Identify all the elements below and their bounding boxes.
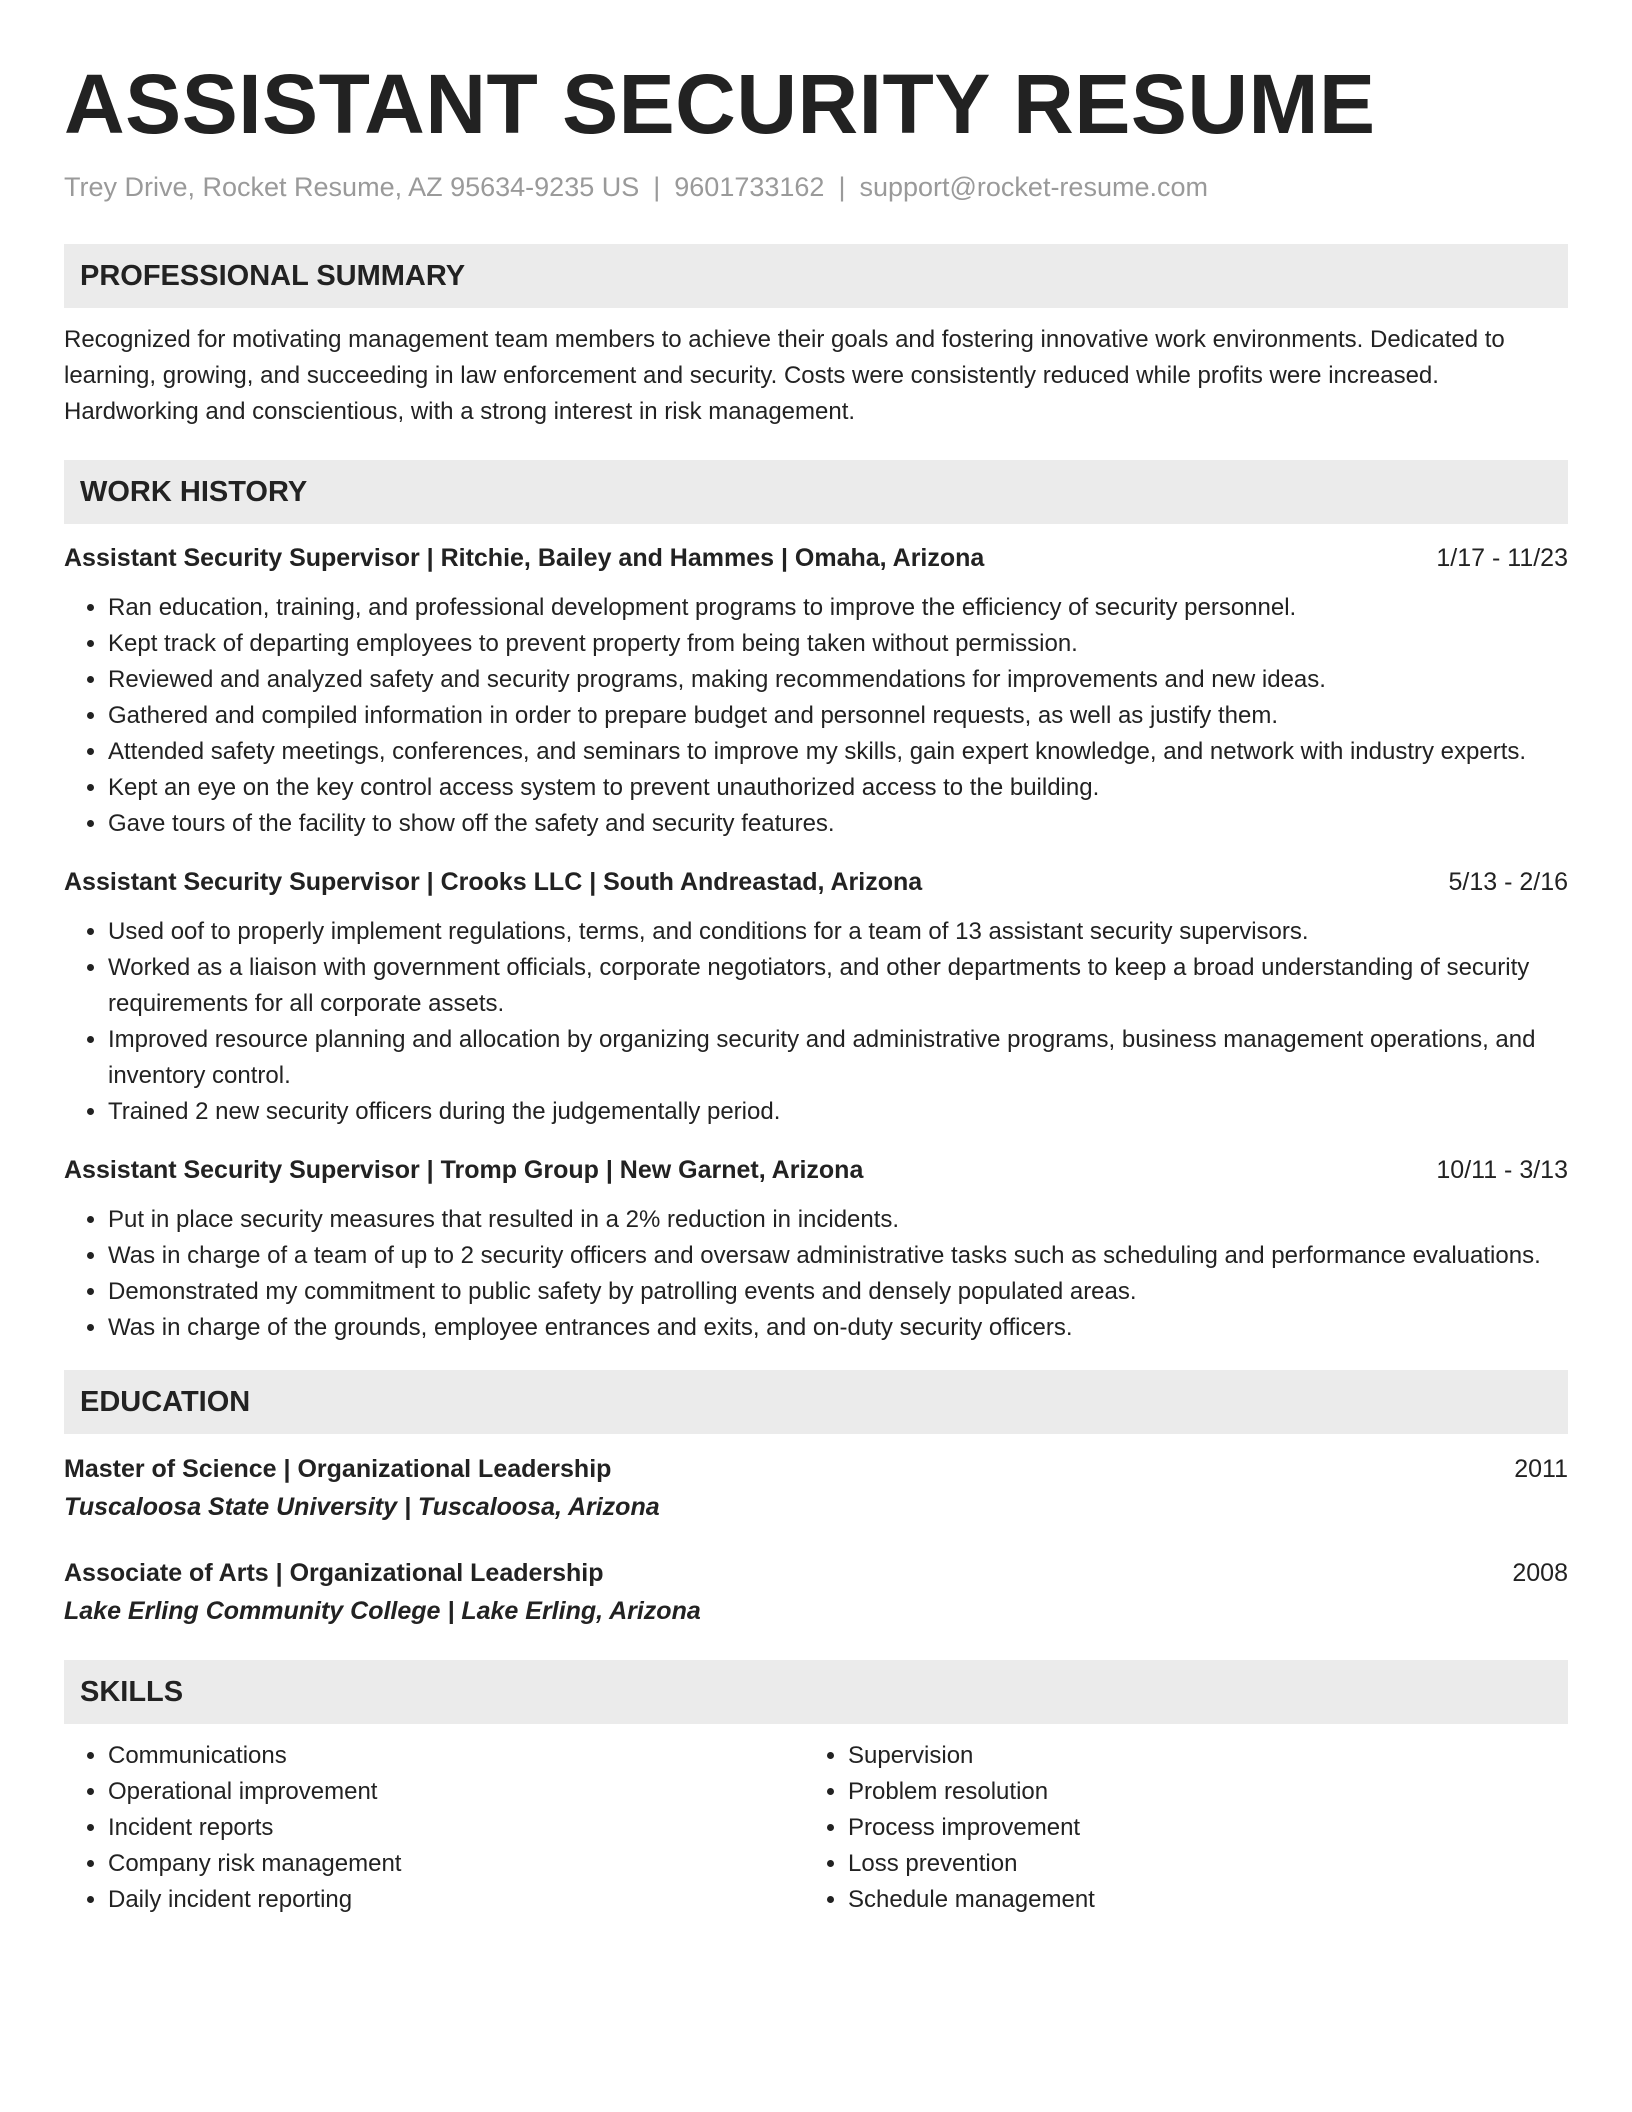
job-dates: 5/13 - 2/16 (1448, 868, 1568, 896)
education-header (64, 1554, 1568, 1592)
job-bullet: • Attended safety meetings, conferences, and seminars to improve my skills, gain expert knowledge, and network with industry experts. (108, 734, 1568, 770)
education-school: Tuscaloosa State University | Tuscaloosa, Arizona (64, 1493, 660, 1521)
contact-address: Trey Drive, Rocket Resume, AZ 95634-9235 US (64, 172, 640, 202)
job-bullet: • Was in charge of the grounds, employee entrances and exits, and on-duty security officers. (108, 1310, 1568, 1346)
job-bullet: • Improved resource planning and allocation by organizing security and administrative programs, business management operations, and inventory control. (108, 1022, 1568, 1094)
job-header (64, 1152, 1568, 1188)
job-header (64, 540, 1568, 576)
contact-line (64, 170, 1568, 204)
job-title: Assistant Security Supervisor | Tromp Group | New Garnet, Arizona (64, 1156, 864, 1184)
job-bullet: • Gave tours of the facility to show off the safety and security features. (108, 806, 1568, 842)
resume-title: ASSISTANT SECURITY RESUME (64, 57, 1376, 151)
contact-email: support@rocket-resume.com (859, 172, 1208, 202)
job-bullets (64, 914, 1568, 1130)
job-dates: 1/17 - 11/23 (1436, 544, 1568, 572)
education-degree: Master of Science | Organizational Leadership (64, 1455, 612, 1483)
education-school: Lake Erling Community College | Lake Erling, Arizona (64, 1597, 701, 1625)
skill-item: • Loss prevention (848, 1846, 1544, 1882)
job-entry (64, 864, 1568, 1130)
section-heading-education: EDUCATION (64, 1370, 1568, 1434)
job-title: Assistant Security Supervisor | Ritchie, Bailey and Hammes | Omaha, Arizona (64, 544, 985, 572)
skill-item: • Schedule management (848, 1882, 1544, 1918)
summary-text: Recognized for motivating management team members to achieve their goals and fostering innovative work environments. Dedicated to learning, growing, and succeeding in law enforcement and security. Costs were consistently reduced while profits were increased. Hardworking and conscientious, with a strong interest in risk management. (64, 326, 1505, 425)
job-bullets (64, 590, 1568, 842)
skill-item: • Communications (108, 1738, 804, 1774)
section-heading-work-history: WORK HISTORY (64, 460, 1568, 524)
job-bullet: • Kept an eye on the key control access system to prevent unauthorized access to the building. (108, 770, 1568, 806)
job-bullet: • Gathered and compiled information in order to prepare budget and personnel requests, as well as justify them. (108, 698, 1568, 734)
education-year: 2011 (1514, 1455, 1568, 1483)
job-bullet: • Was in charge of a team of up to 2 security officers and oversaw administrative tasks such as scheduling and performance evaluations. (108, 1238, 1568, 1274)
education-year: 2008 (1512, 1559, 1568, 1587)
job-title: Assistant Security Supervisor | Crooks LLC | South Andreastad, Arizona (64, 868, 923, 896)
job-entry (64, 1152, 1568, 1346)
education-entry (64, 1554, 1568, 1630)
education-entry (64, 1450, 1568, 1526)
job-bullet: • Put in place security measures that resulted in a 2% reduction in incidents. (108, 1202, 1568, 1238)
skills-column-left (64, 1738, 804, 1918)
skill-item: • Company risk management (108, 1846, 804, 1882)
skill-item: • Supervision (848, 1738, 1544, 1774)
skill-item: • Incident reports (108, 1810, 804, 1846)
job-bullet: • Kept track of departing employees to prevent property from being taken without permission. (108, 626, 1568, 662)
job-bullet: • Demonstrated my commitment to public safety by patrolling events and densely populated areas. (108, 1274, 1568, 1310)
skill-item: • Operational improvement (108, 1774, 804, 1810)
section-heading-skills: SKILLS (64, 1660, 1568, 1724)
job-entry (64, 540, 1568, 842)
skill-item: • Problem resolution (848, 1774, 1544, 1810)
skills-list (64, 1738, 1568, 1918)
skills-column-right (804, 1738, 1544, 1918)
section-heading-summary: PROFESSIONAL SUMMARY (64, 244, 1568, 308)
job-bullet: • Trained 2 new security officers during the judgementally period. (108, 1094, 1568, 1130)
job-bullet: • Worked as a liaison with government officials, corporate negotiators, and other departments to keep a broad understanding of security requirements for all corporate assets. (108, 950, 1568, 1022)
education-header (64, 1450, 1568, 1488)
contact-phone: 9601733162 (674, 172, 825, 202)
education-degree: Associate of Arts | Organizational Leadership (64, 1559, 604, 1587)
job-bullet: • Reviewed and analyzed safety and security programs, making recommendations for improvements and new ideas. (108, 662, 1568, 698)
job-bullets (64, 1202, 1568, 1346)
job-bullet: • Used oof to properly implement regulations, terms, and conditions for a team of 13 assistant security supervisors. (108, 914, 1568, 950)
job-header (64, 864, 1568, 900)
job-bullet: • Ran education, training, and professional development programs to improve the efficiency of security personnel. (108, 590, 1568, 626)
job-dates: 10/11 - 3/13 (1436, 1156, 1568, 1184)
skill-item: • Process improvement (848, 1810, 1544, 1846)
contact-separator: | (838, 172, 846, 202)
skill-item: • Daily incident reporting (108, 1882, 804, 1918)
contact-separator: | (653, 172, 661, 202)
